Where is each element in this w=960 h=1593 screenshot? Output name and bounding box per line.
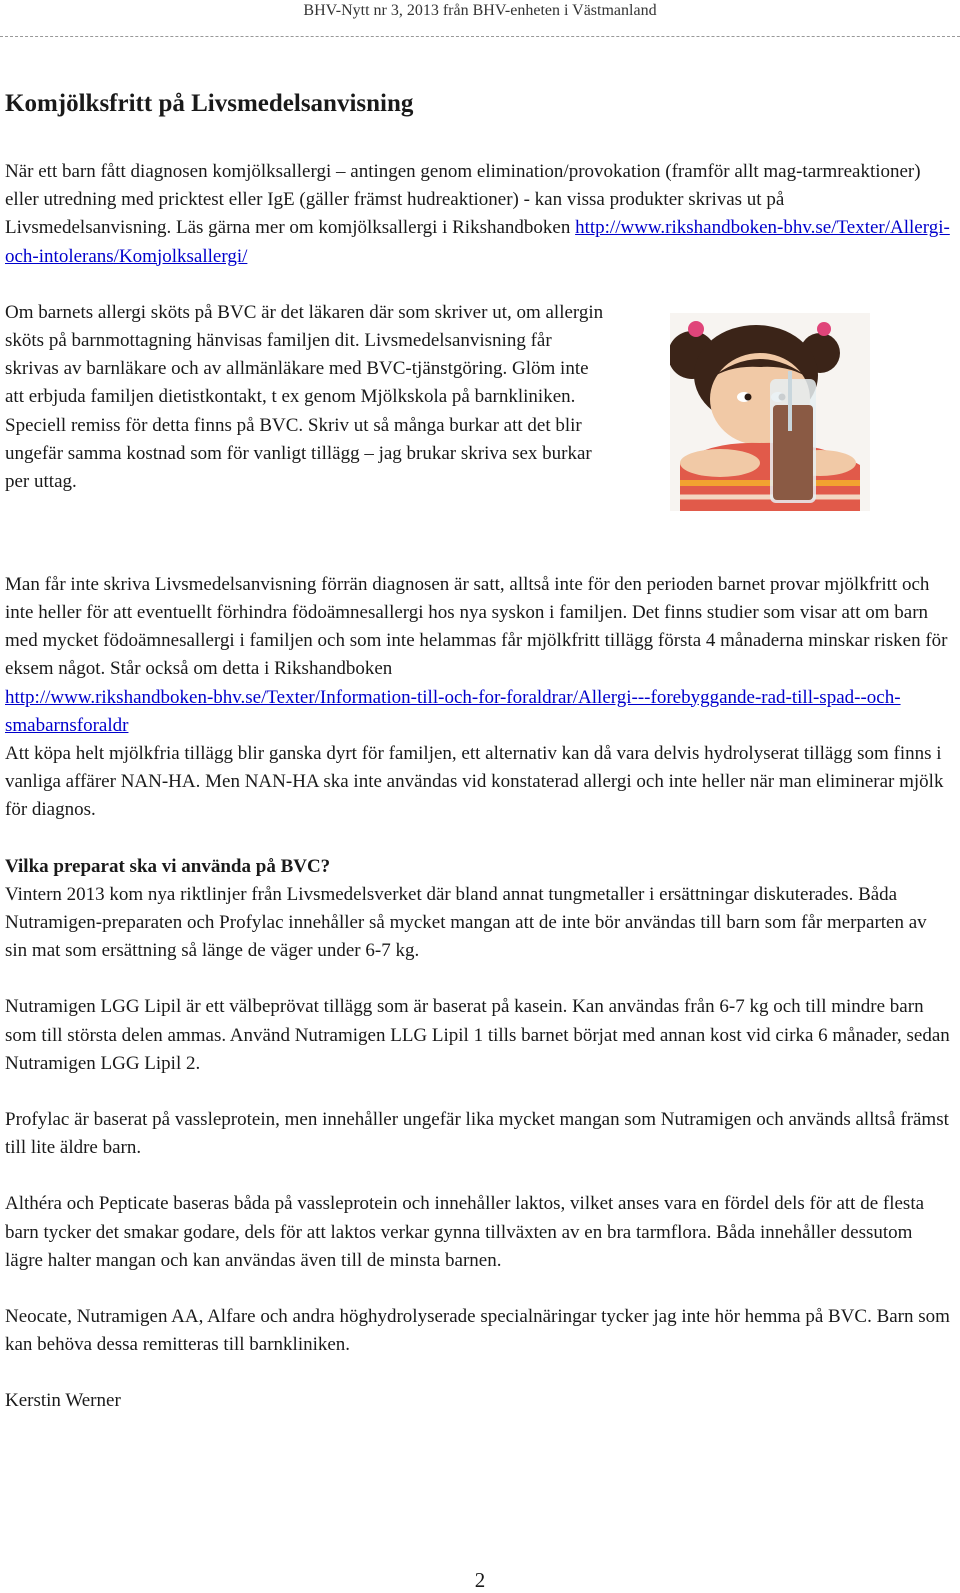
section-subheading: Vilka preparat ska vi använda på BVC? [5, 855, 331, 877]
child-drinking-milk-photo [670, 313, 870, 511]
rikshandboken-komjolksallergi-link[interactable]: http://www.rikshandboken-bhv.se/Texter/Allergi-och-intolerans/Komjolksallergi/ [5, 217, 950, 267]
guidelines-paragraph: Vintern 2013 kom nya riktlinjer från Livsmedelsverket där bland annat tungmetaller i ersättningar diskuterades. Båda Nutramigen-preparaten och Profylac innehåller så mycket mangan att de inte bör användas till barn som får merparten av sin mat som ersättning så länge de väger under 6-7 kg. [5, 883, 927, 962]
author-signature: Kerstin Werner [5, 1390, 121, 1412]
bvc-section [5, 299, 950, 571]
page-header [0, 0, 960, 40]
header-divider [0, 36, 960, 37]
nutramigen-paragraph: Nutramigen LGG Lipil är ett välbeprövat tillägg som är baserat på kasein. Kan användas från 6-7 kg och till mindre barn som till största delen ammas. Använd Nutramigen LLG Lipil 1 tills barnet börjat med annan kost vid cirka 6 månader, sedan Nutramigen LGG Lipil 2. [5, 996, 950, 1074]
page-number: 2 [474, 1568, 486, 1592]
article-title: Komjölksfritt på Livsmedelsanvisning [5, 90, 414, 117]
bvc-paragraph: Om barnets allergi sköts på BVC är det läkaren där som skriver ut, om allergin sköts på barnmottagning hänvisas familjen dit. Livsmedelsanvisning får skrivas av barnläkare och av allmänläkare med BVC-tjänstgöring. Glöm inte att erbjuda familjen dietistkontakt, t ex genom Mjölkskola på barnkliniken. Speciell remiss för detta finns på BVC. Skriv ut så många burkar att det blir ungefär samma kostnad som för vanligt tillägg – jag brukar skriva sex burkar per uttag. [5, 301, 604, 493]
cost-paragraph: Att köpa helt mjölkfria tillägg blir ganska dyrt för familjen, ett alternativ kan då vara delvis hydrolyserat tillägg som finns i vanliga affärer NAN-HA. Men NAN-HA ska inte användas vid konstaterad allergi och inte heller när man eliminerar mjölk för diagnos. [5, 743, 944, 821]
article [5, 84, 950, 1416]
intro-paragraph [5, 158, 950, 271]
althera-paragraph: Althéra och Pepticate baseras båda på vassleprotein och innehåller laktos, vilket anses vara en fördel dels för att de flesta barn tycker det smakar godare, dels för att laktos verkar gynna tillväxten av en bra tarmflora. Båda innehåller dessutom lägre halter mangan och kan användas även till de minsta barnen. [5, 1193, 925, 1271]
running-title: BHV-Nytt nr 3, 2013 från BHV-enheten i Västmanland [303, 2, 657, 19]
rikshandboken-information-link[interactable]: http://www.rikshandboken-bhv.se/Texter/Information-till-och-for-foraldrar/Allergi---forebyggande-rad-till-spad--och-smabarnsforaldr [5, 686, 901, 736]
child-with-glass-illustration [670, 313, 870, 511]
diagnosis-text: Man får inte skriva Livsmedelsanvisning förrän diagnosen är satt, alltså inte för den perioden barnet provar mjölkfritt och inte heller för att eventuellt förhindra födoämnesallergi hos nya syskon i familjen. Det finns studier som visar att om barn med mycket födoämnesallergi i familjen och som inte helammas får mjölkfritt tillägg första 4 månaderna minskar risken för eksem något. Står också om detta i Rikshandboken [5, 573, 948, 680]
neocate-paragraph: Neocate, Nutramigen AA, Alfare och andra höghydrolyserade specialnäringar tycker jag inte hör hemma på BVC. Barn som kan behöva dessa remitteras till barnkliniken. [5, 1306, 950, 1356]
diagnosis-paragraph [5, 571, 950, 740]
profylac-paragraph: Profylac är baserat på vassleprotein, men innehåller ungefär lika mycket mangan som Nutramigen och används alltså främst till lite äldre barn. [5, 1109, 949, 1159]
intro-text: När ett barn fått diagnosen komjölksallergi – antingen genom elimination/provokation (framför allt mag-tarmreaktioner) eller utredning med pricktest eller IgE (gäller främst hudreaktioner) - kan vissa produkter skrivas ut på Livsmedelsanvisning. Läs gärna mer om komjölksallergi i Rikshandboken [5, 161, 921, 239]
